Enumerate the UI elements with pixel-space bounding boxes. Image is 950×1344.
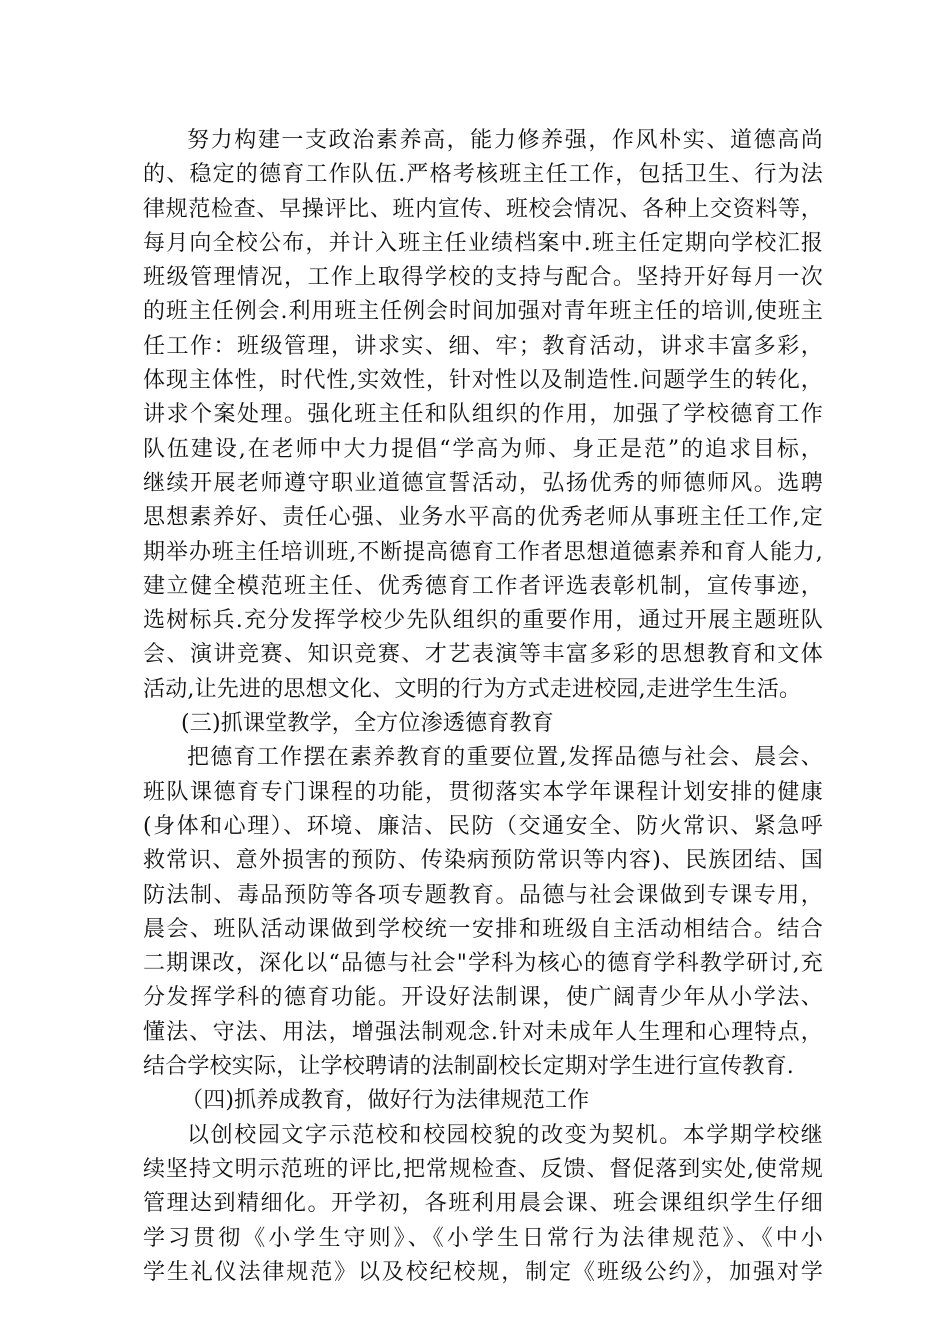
paragraph-line: 防法制、毒品预防等各项专题教育。品德与社会课做到专课专用， [143,882,823,908]
paragraph-line: 懂法、守法、用法，增强法制观念.针对未成年人生理和心理特点， [143,1019,823,1045]
paragraph-line: 任工作：班级管理，讲求实、细、牢；教育活动，讲求丰富多彩， [143,333,823,359]
paragraph-line: 思想素养好、责任心强、业务水平高的优秀老师从事班主任工作,定 [143,505,823,531]
paragraph-line: 分发挥学科的德育功能。开设好法制课，使广阔青少年从小学法、 [143,985,823,1011]
paragraph-line: 队伍建设,在老师中大力提倡“学高为师、身正是范”的追求目标， [143,436,823,462]
paragraph-line: 继续开展老师遵守职业道德宣誓活动，弘扬优秀的师德师风。选聘 [143,470,823,496]
paragraph-line: 的班主任例会.利用班主任例会时间加强对青年班主任的培训,使班主 [143,299,823,325]
paragraph-line: 活动,让先进的思想文化、文明的行为方式走进校园,走进学生生活。 [143,676,802,702]
section-heading: （四)抓养成教育，做好行为法律规范工作 [181,1088,590,1114]
paragraph-line: 管理达到精细化。开学初，各班利用晨会课、班会课组织学生仔细 [143,1191,823,1217]
document-body [143,124,823,1290]
paragraph-line: 讲求个案处理。强化班主任和队组织的作用，加强了学校德育工作 [143,402,823,428]
paragraph-line: 班级管理情况，工作上取得学校的支持与配合。坚持开好每月一次 [143,265,823,291]
paragraph-line: 律规范检查、早操评比、班内宣传、班校会情况、各种上交资料等， [143,196,823,222]
paragraph-line: 晨会、班队活动课做到学校统一安排和班级自主活动相结合。结合 [143,916,823,942]
paragraph-line: 把德育工作摆在素养教育的重要位置,发挥品德与社会、晨会、 [187,745,823,771]
section-heading: (三)抓课堂教学，全方位渗透德育教育 [181,711,554,737]
paragraph-line: 会、演讲竞赛、知识竞赛、才艺表演等丰富多彩的思想教育和文体 [143,642,823,668]
paragraph-line: 学生礼仪法律规范》以及校纪校规，制定《班级公约》，加强对学 [143,1259,823,1285]
paragraph-line: 期举办班主任培训班,不断提高德育工作者思想道德素养和育人能力, [143,539,823,565]
paragraph-line: 二期课改，深化以“品德与社会"学科为核心的德育学科教学研讨,充 [143,951,823,977]
paragraph-line: 体现主体性，时代性,实效性，针对性以及制造性.问题学生的转化， [143,368,823,394]
paragraph-line: 的、稳定的德育工作队伍.严格考核班主任工作，包括卫生、行为法 [143,162,823,188]
paragraph-line: 选树标兵.充分发挥学校少先队组织的重要作用，通过开展主题班队 [143,608,823,634]
paragraph-line: 建立健全模范班主任、优秀德育工作者评选表彰机制，宣传事迹， [143,573,823,599]
paragraph-line: (身体和心理）、环境、廉洁、民防（交通安全、防火常识、紧急呼 [143,813,823,839]
paragraph-line: 救常识、意外损害的预防、传染病预防常识等内容)、民族团结、国 [143,848,823,874]
paragraph-line: 结合学校实际，让学校聘请的法制副校长定期对学生进行宣传教育. [143,1054,794,1080]
paragraph-line: 学习贯彻《小学生守则》、《小学生日常行为法律规范》、《中小 [143,1225,823,1251]
paragraph-line: 以创校园文字示范校和校园校貌的改变为契机。本学期学校继 [187,1122,823,1148]
paragraph-line: 努力构建一支政治素养高，能力修养强，作风朴实、道德高尚 [187,128,823,153]
paragraph-line: 班队课德育专门课程的功能，贯彻落实本学年课程计划安排的健康 [143,779,823,805]
paragraph-line: 每月向全校公布，并计入班主任业绩档案中.班主任定期向学校汇报 [143,230,823,256]
paragraph-line: 续坚持文明示范班的评比,把常规检查、反馈、督促落到实处,使常规 [143,1156,823,1182]
